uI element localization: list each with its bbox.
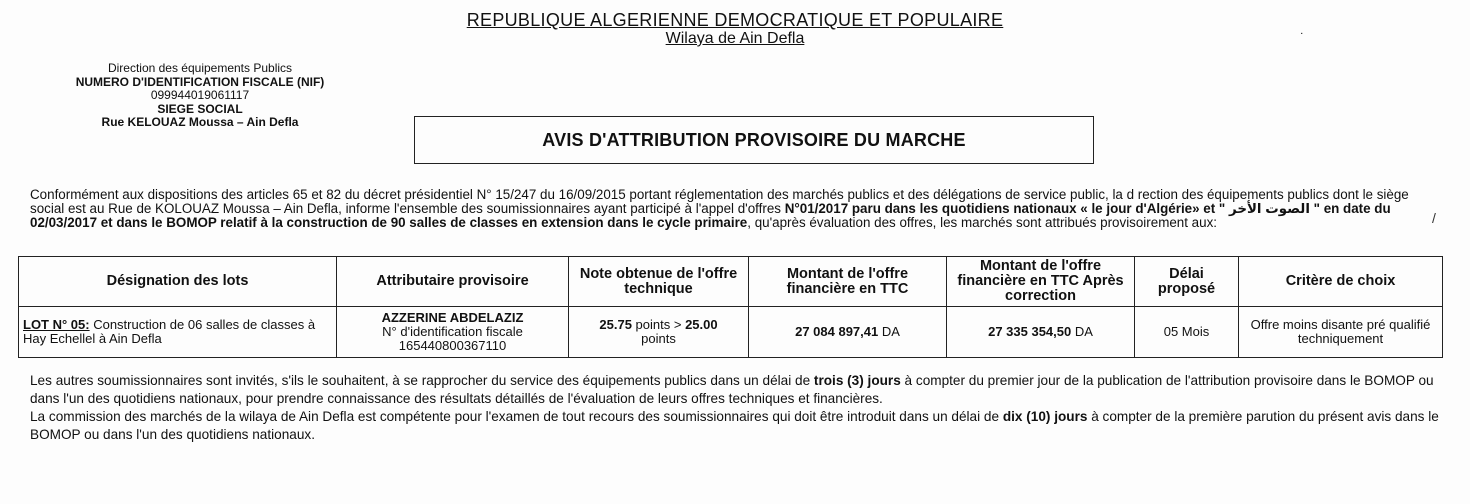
notice-title-box <box>414 116 1094 164</box>
closing-paragraph-2 <box>30 408 1440 444</box>
issuer-name: Direction des équipements Publics <box>107 61 293 75</box>
montant-correction-unit: DA <box>1071 324 1093 339</box>
cell-critere: Offre moins disante pré qualifié techniquement <box>1239 307 1443 358</box>
header-montant: Montant de l'offre financière en TTC <box>749 257 947 307</box>
table-header-row <box>19 257 1443 307</box>
intro-text-2: , qu'après évaluation des offres, les marchés sont attribués provisoirement aux: <box>747 215 1217 230</box>
header-designation: Désignation des lots <box>19 257 337 307</box>
closing-paragraphs <box>30 372 1440 444</box>
cell-delai: 05 Mois <box>1135 307 1239 358</box>
closing-paragraph-1 <box>30 372 1440 408</box>
table-row <box>19 307 1443 358</box>
issuer-siege-label: SIEGE SOCIAL <box>157 101 243 116</box>
montant-correction-value: 27 335 354,50 <box>988 324 1072 339</box>
issuer-block <box>30 62 370 130</box>
cell-lot <box>19 307 337 358</box>
attribution-table <box>18 256 1443 358</box>
closing-text-2a: La commission des marchés de la wilaya de Ain Defla est compétente pour l'examen de tout recours des soumissionnaires qui doit être introduit dans un délai de <box>30 409 1003 424</box>
note-value: 25.75 <box>599 317 632 332</box>
note-unit: points <box>641 331 676 346</box>
wilaya-title: Wilaya de Ain Defla <box>665 30 805 47</box>
cell-montant <box>749 307 947 358</box>
intro-text-1: Conformément aux dispositions des articles 65 et 82 du décret présidentiel N° 15/247 du 16/09/2015 portant réglementation des marchés publics et des délégations de service public, la d rection des équipements publics dont le siège social est au Rue de KOLOUAZ Moussa – Ain Defla, informe l'ensemble des soumissionnaires ayant participé à l'appel d'offres <box>30 187 1409 216</box>
closing-bold-1: trois (3) jours <box>813 373 901 388</box>
notice-title: AVIS D'ATTRIBUTION PROVISOIRE DU MARCHE <box>542 129 966 150</box>
closing-text-1a: Les autres soumissionnaires sont invités, s'ils le souhaitent, à se rapprocher du service des équipements publics dans un délai de <box>30 373 814 388</box>
lot-description: Construction de 06 salles de classes à Hay Echellel à Ain Defla <box>23 317 316 346</box>
scan-mark: ˙ <box>1300 30 1305 46</box>
closing-text-2c: à compter de la première parution du présent avis dans le BOMOP ou dans l'un des quotidiens nationaux. <box>30 409 1439 442</box>
intro-paragraph <box>30 188 1440 230</box>
header-note: Note obtenue de l'offre technique <box>569 257 749 307</box>
lot-number: LOT N° 05: <box>23 317 90 332</box>
attributaire-name: AZZERINE ABDELAZIZ <box>381 310 524 325</box>
closing-text-1c: à compter du premier jour de la publication de l'attribution provisoire dans le BOMOP ou dans l'un des quotidiens nationaux, pour prendre connaissance des résultats détaillés de l'évaluation de leurs offres techniques et financières. <box>30 373 1434 406</box>
attributaire-nif: 165440800367110 <box>398 338 507 353</box>
issuer-nif: 099944019061117 <box>150 88 250 102</box>
issuer-address: Rue KELOUAZ Moussa – Ain Defla <box>101 115 299 129</box>
header-critere: Critère de choix <box>1239 257 1443 307</box>
header-attributaire: Attributaire provisoire <box>337 257 569 307</box>
cell-note <box>569 307 749 358</box>
closing-bold-2: dix (10) jours <box>1002 409 1088 424</box>
cell-montant-correction <box>947 307 1135 358</box>
montant-value: 27 084 897,41 <box>795 324 879 339</box>
republic-title: REPUBLIQUE ALGERIENNE DEMOCRATIQUE ET POPULAIRE <box>466 10 1004 30</box>
note-threshold: 25.00 <box>685 317 718 332</box>
note-text: points > <box>631 317 686 332</box>
header-montant-correction: Montant de l'offre financière en TTC Après correction <box>947 257 1135 307</box>
scan-mark: / <box>1432 210 1436 226</box>
cell-attributaire <box>337 307 569 358</box>
attributaire-nif-label: N° d'identification fiscale <box>382 324 523 339</box>
intro-bold: N°01/2017 paru dans les quotidiens nationaux « le jour d'Algérie» et " الصوت الأخر " en date du 02/03/2017 et dans le BOMOP relatif à la construction de 90 salles de classes en extension dans le cycle primaire <box>30 201 1391 230</box>
issuer-nif-label: NUMERO D'IDENTIFICATION FISCALE (NIF) <box>75 74 325 89</box>
header-delai: Délai proposé <box>1135 257 1239 307</box>
montant-unit: DA <box>878 324 900 339</box>
